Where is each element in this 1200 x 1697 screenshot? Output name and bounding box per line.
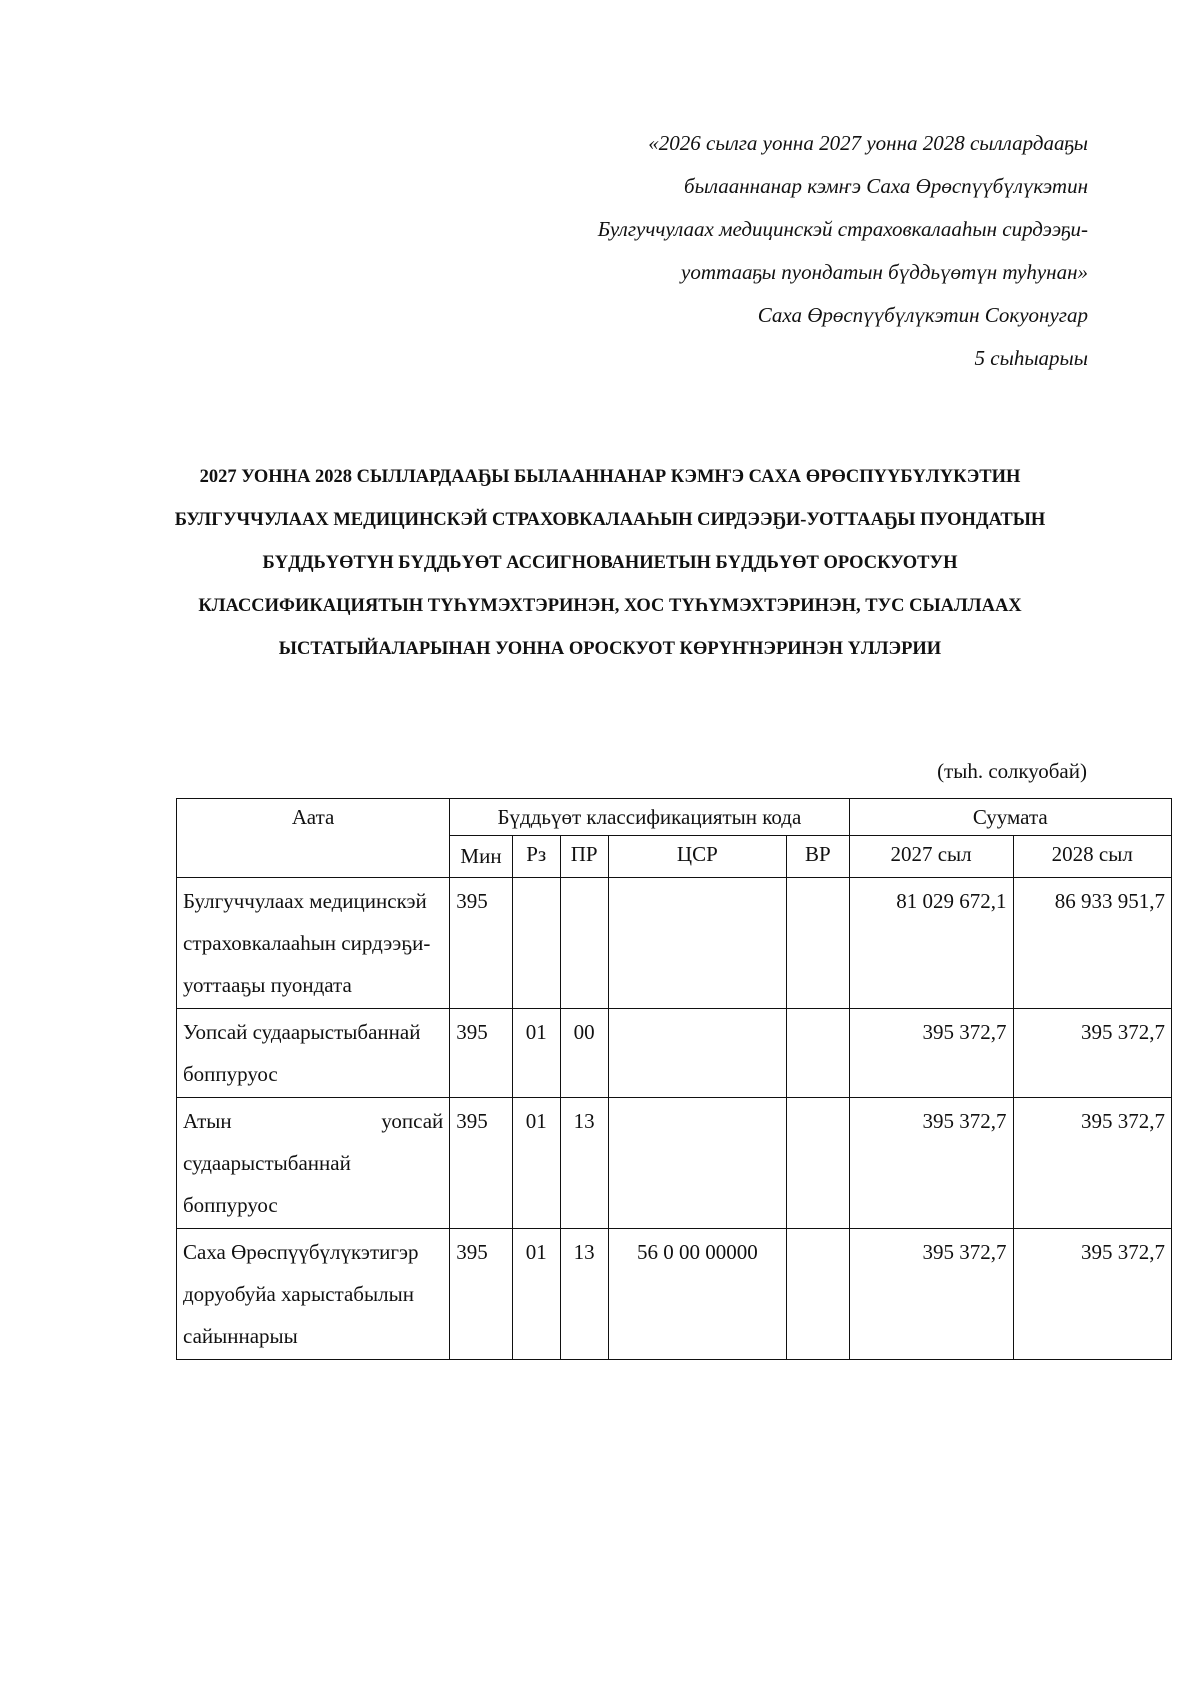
row-rz: 01 bbox=[512, 1229, 560, 1360]
reference-line: уоттааҕы пуондатын бүддьүөтүн туһунан» bbox=[681, 260, 1088, 284]
row-vr bbox=[787, 1229, 849, 1360]
row-name: Булгуччулаах медицинскэй страховкалааһын сирдээҕи-уоттааҕы пуондата bbox=[177, 878, 450, 1009]
reference-block bbox=[598, 122, 1088, 380]
document-title bbox=[130, 456, 1090, 671]
row-rz: 01 bbox=[512, 1009, 560, 1098]
header-vr: ВР bbox=[787, 836, 849, 878]
title-line: КЛАССИФИКАЦИЯТЫН ТҮҺҮМЭХТЭРИНЭН, ХОС ТҮҺҮМЭХТЭРИНЭН, ТУС СЫАЛЛААХ bbox=[198, 596, 1022, 616]
row-csr: 56 0 00 00000 bbox=[608, 1229, 786, 1360]
row-csr bbox=[608, 1098, 786, 1229]
row-2027: 81 029 672,1 bbox=[849, 878, 1013, 1009]
unit-note: (тыһ. солкуобай) bbox=[937, 759, 1087, 783]
row-pr bbox=[560, 878, 608, 1009]
row-2028: 395 372,7 bbox=[1013, 1229, 1171, 1360]
table-row bbox=[177, 1229, 1172, 1360]
row-name: Уопсай судаарыстыбаннай боппуруос bbox=[177, 1009, 450, 1098]
row-2027: 395 372,7 bbox=[849, 1098, 1013, 1229]
row-min: 395 bbox=[450, 878, 512, 1009]
row-name-word: Атын bbox=[183, 1109, 232, 1133]
row-2028: 86 933 951,7 bbox=[1013, 878, 1171, 1009]
title-line: 2027 УОННА 2028 СЫЛЛАРДААҔЫ БЫЛААННАНАР КЭМҤЭ САХА ӨРӨСПҮҮБҮЛҮКЭТИН bbox=[199, 467, 1021, 487]
row-min: 395 bbox=[450, 1229, 512, 1360]
header-pr: ПР bbox=[560, 836, 608, 878]
reference-line: былааннанар кэмҥэ Саха Өрөспүүбүлүкэтин bbox=[684, 174, 1088, 198]
row-pr: 00 bbox=[560, 1009, 608, 1098]
row-name: Саха Өрөспүүбүлүкэтигэр доруобуйа харыстабылын сайыннарыы bbox=[177, 1229, 450, 1360]
header-classification: Бүддьүөт классификациятын кода bbox=[450, 799, 849, 836]
reference-line: 5 сыһыарыы bbox=[974, 346, 1088, 370]
reference-line: Булгуччулаах медицинскэй страховкалааһын сирдээҕи- bbox=[597, 217, 1088, 241]
row-2027: 395 372,7 bbox=[849, 1009, 1013, 1098]
row-2028: 395 372,7 bbox=[1013, 1009, 1171, 1098]
title-line: БУЛГУЧЧУЛААХ МЕДИЦИНСКЭЙ СТРАХОВКАЛААҺЫН СИРДЭЭҔИ-УОТТААҔЫ ПУОНДАТЫН bbox=[174, 510, 1046, 530]
header-rz: Рз bbox=[512, 836, 560, 878]
header-min: Мин bbox=[450, 836, 512, 878]
header-csr: ЦСР bbox=[608, 836, 786, 878]
row-name bbox=[177, 1098, 450, 1229]
header-sum: Суумата bbox=[849, 799, 1171, 836]
row-vr bbox=[787, 878, 849, 1009]
row-min: 395 bbox=[450, 1098, 512, 1229]
row-pr: 13 bbox=[560, 1229, 608, 1360]
title-line: БҮДДЬҮӨТҮН БҮДДЬҮӨТ АССИГНОВАНИЕТЫН БҮДДЬҮӨТ ОРОСКУОТУН bbox=[262, 553, 958, 573]
row-vr bbox=[787, 1009, 849, 1098]
row-name-word: уопсай bbox=[381, 1109, 444, 1133]
row-2028: 395 372,7 bbox=[1013, 1098, 1171, 1229]
reference-line: Саха Өрөспүүбүлүкэтин Сокуонугар bbox=[757, 303, 1088, 327]
row-min: 395 bbox=[450, 1009, 512, 1098]
table-row bbox=[177, 1009, 1172, 1098]
header-name: Аата bbox=[177, 799, 450, 878]
row-csr bbox=[608, 878, 786, 1009]
budget-table bbox=[176, 798, 1172, 1360]
row-vr bbox=[787, 1098, 849, 1229]
header-row bbox=[177, 799, 1172, 836]
reference-line: «2026 сылга уонна 2027 уонна 2028 сыллардааҕы bbox=[648, 131, 1088, 155]
row-csr bbox=[608, 1009, 786, 1098]
row-pr: 13 bbox=[560, 1098, 608, 1229]
row-2027: 395 372,7 bbox=[849, 1229, 1013, 1360]
header-2028: 2028 сыл bbox=[1013, 836, 1171, 878]
title-line: ЫСТАТЫЙАЛАРЫНАН УОННА ОРОСКУОТ КӨРҮҤНЭРИНЭН ҮЛЛЭРИИ bbox=[278, 639, 942, 659]
table-row bbox=[177, 1098, 1172, 1229]
row-name-first-line bbox=[183, 1100, 443, 1142]
row-rz: 01 bbox=[512, 1098, 560, 1229]
row-rz bbox=[512, 878, 560, 1009]
table-row bbox=[177, 878, 1172, 1009]
header-2027: 2027 сыл bbox=[849, 836, 1013, 878]
row-name-rest: судаарыстыбаннай боппуруос bbox=[183, 1151, 351, 1217]
